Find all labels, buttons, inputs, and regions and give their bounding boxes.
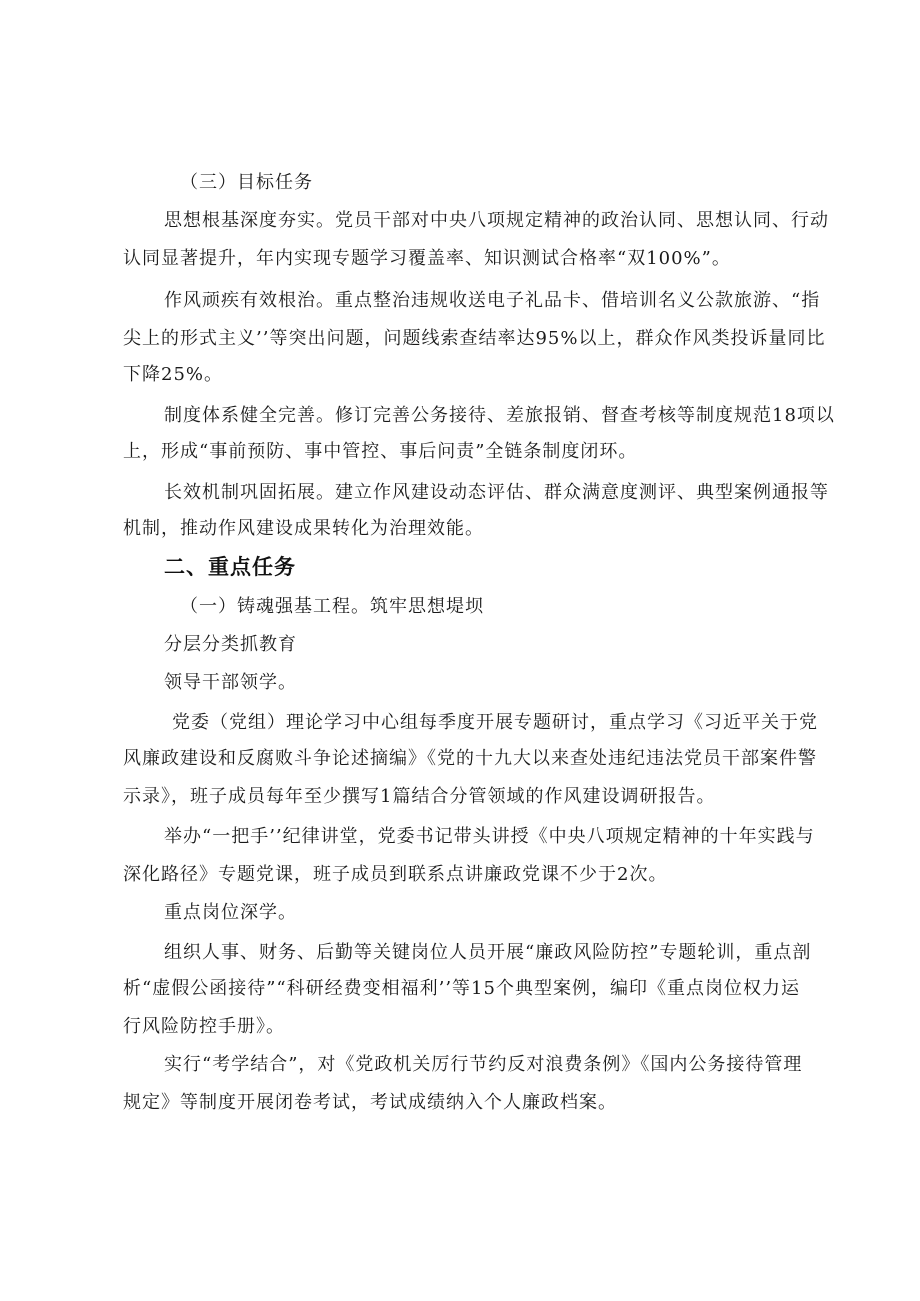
para-6-line-2: 深化路径》专题党课，班子成员到联系点讲廉政党课不少于2次。 (123, 864, 668, 885)
para-1-line-2: 认同显著提升，年内实现专题学习覆盖率、知识测试合格率“双100%”。 (123, 248, 731, 269)
para-8-line-1: 实行“考学结合”，对《党政机关厉行节约反对浪费条例》《国内公务接待管理 (164, 1054, 803, 1075)
item-leaders-study: 领导干部领学。 (164, 672, 297, 693)
para-1-line-1: 思想根基深度夯实。党员干部对中央八项规定精神的政治认同、思想认同、行动 (164, 210, 829, 231)
para-2-line-3: 下降25%。 (123, 364, 224, 385)
para-4-line-1: 长效机制巩固拓展。建立作风建设动态评估、群众满意度测评、典型案例通报等 (164, 482, 829, 503)
para-7-line-3: 行风险防控手册》。 (123, 1016, 285, 1037)
para-4-line-2: 机制，推动作风建设成果转化为治理效能。 (123, 518, 484, 539)
sub-heading-1: （一）铸魂强基工程。筑牢思想堤坝 (180, 596, 484, 617)
para-5-line-3: 示录》，班子成员每年至少撰写1篇结合分管领域的作风建设调研报告。 (123, 786, 716, 807)
para-5-line-2: 风廉政建设和反腐败斗争论述摘编》《党的十九大以来查处违纪违法党员干部案件警 (123, 748, 817, 769)
para-7-line-2: 析“虚假公函接待”“科研经费变相福利’’等15个典型案例，编印《重点岗位权力运 (123, 978, 800, 999)
para-3-line-2: 上，形成“事前预防、事中管控、事后问责”全链条制度闭环。 (123, 441, 638, 462)
para-7-line-1: 组织人事、财务、后勤等关键岗位人员开展“廉政风险防控”专题轮训，重点剖 (164, 942, 812, 963)
para-2-line-1: 作风顽疾有效根治。重点整治违规收送电子礼品卡、借培训名义公款旅游、“指 (164, 290, 821, 311)
item-layered-education: 分层分类抓教育 (164, 634, 297, 655)
para-6-line-1: 举办“一把手’’纪律讲堂，党委书记带头讲授《中央八项规定精神的十年实践与 (164, 826, 815, 847)
para-8-line-2: 规定》等制度开展闭卷考试，考试成绩纳入个人廉政档案。 (123, 1092, 617, 1113)
para-3-line-1: 制度体系健全完善。修订完善公务接待、差旅报销、督查考核等制度规范18项以 (164, 405, 835, 426)
para-5-line-1: 党委（党组）理论学习中心组每季度开展专题研讨，重点学习《习近平关于党 (172, 712, 818, 733)
section-heading-key-tasks: 二、重点任务 (164, 555, 296, 579)
para-2-line-2: 尖上的形式主义’’等突出问题，问题线索查结率达95%以上，群众作风类投诉量同比 (123, 328, 826, 349)
sub-heading-3: （三）目标任务 (180, 172, 313, 193)
item-key-positions-study: 重点岗位深学。 (164, 902, 297, 923)
